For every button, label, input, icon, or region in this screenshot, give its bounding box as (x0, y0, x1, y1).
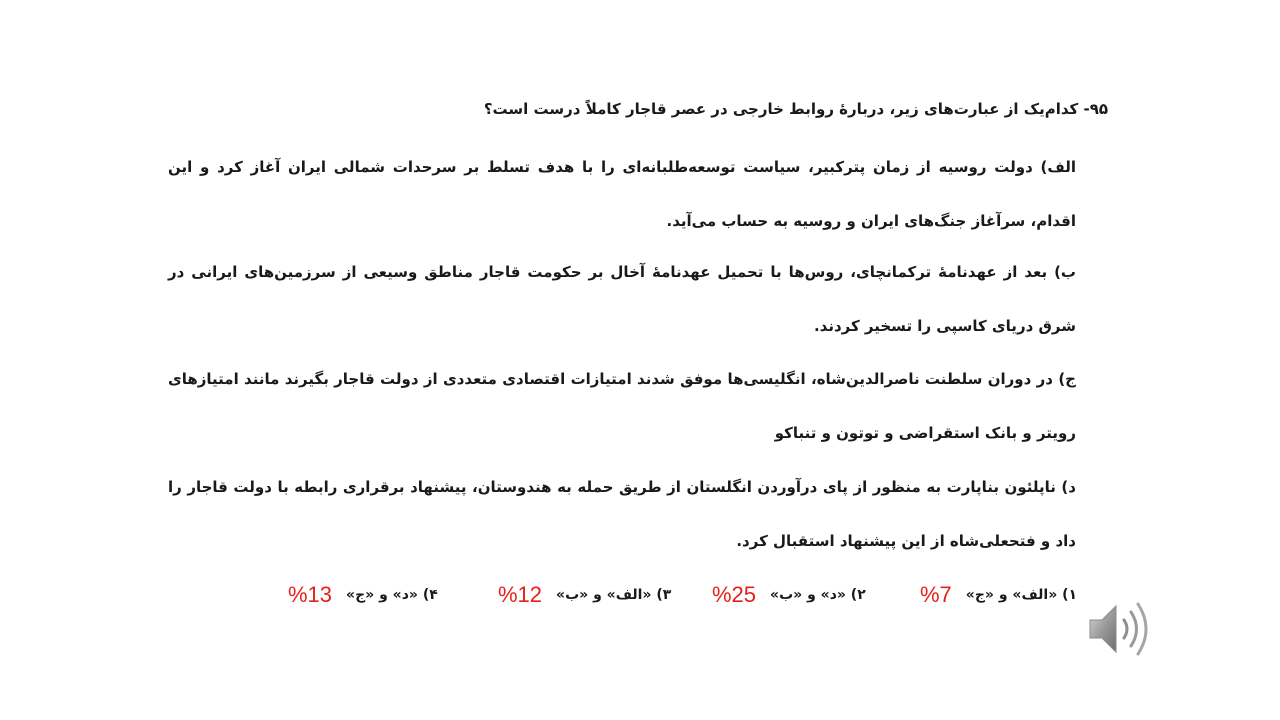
option-2-percent: %25 (712, 582, 757, 607)
statement-d: د) ناپلئون بناپارت به منظور از پای درآوردن انگلستان از طریق حمله به هندوستان، پیشنهاد برقراری رابطه با دولت قاجار را داد و فتحعلی‌شاه از این پیشنهاد استقبال کرد. (168, 478, 1076, 550)
option-2-label: ۲) «د» و «ب» (770, 587, 866, 603)
option-3-percent: %12 (498, 582, 543, 607)
option-1-percent: %7 (920, 582, 952, 607)
speaker-icon-graphic (1086, 598, 1152, 660)
statement-a: الف) دولت روسیه از زمان پترکبیر، سیاست توسعه‌طلبانه‌ای را با هدف تسلط بر سرحدات شمالی ایران آغاز کرد و این اقدام، سرآغاز جنگ‌های ایران و روسیه به حساب می‌آید. (168, 158, 1076, 230)
option-4-label: ۴) «د» و «ج» (346, 587, 438, 603)
option-4-percent: %13 (288, 582, 333, 607)
option-3[interactable] (498, 580, 671, 610)
option-4[interactable] (288, 580, 438, 610)
option-2[interactable] (712, 580, 866, 610)
option-1-label: ۱) «الف» و «ج» (965, 587, 1078, 603)
statement-c: ج) در دوران سلطنت ناصرالدین‌شاه، انگلیسی‌ها موفق شدند امتیازات اقتصادی متعددی از دولت قاجار بگیرند مانند امتیازهای رویتر و بانک استقراضی و توتون و تنباکو (168, 370, 1076, 442)
option-3-label: ۳) «الف» و «ب» (556, 587, 672, 603)
speaker-icon[interactable] (1086, 598, 1152, 660)
option-1[interactable] (920, 580, 1077, 610)
statement-b: ب) بعد از عهدنامهٔ ترکمانچای، روس‌ها با تحمیل عهدنامهٔ آخال بر حکومت قاجار مناطق وسیعی از سرزمین‌های ایرانی در شرق دریای کاسپی را تسخیر کردند. (168, 263, 1076, 335)
question-title: ۹۵- کدام‌یک از عبارت‌های زیر، دربارهٔ روابط خارجی در عصر قاجار کاملاً درست است؟ (483, 100, 1108, 118)
